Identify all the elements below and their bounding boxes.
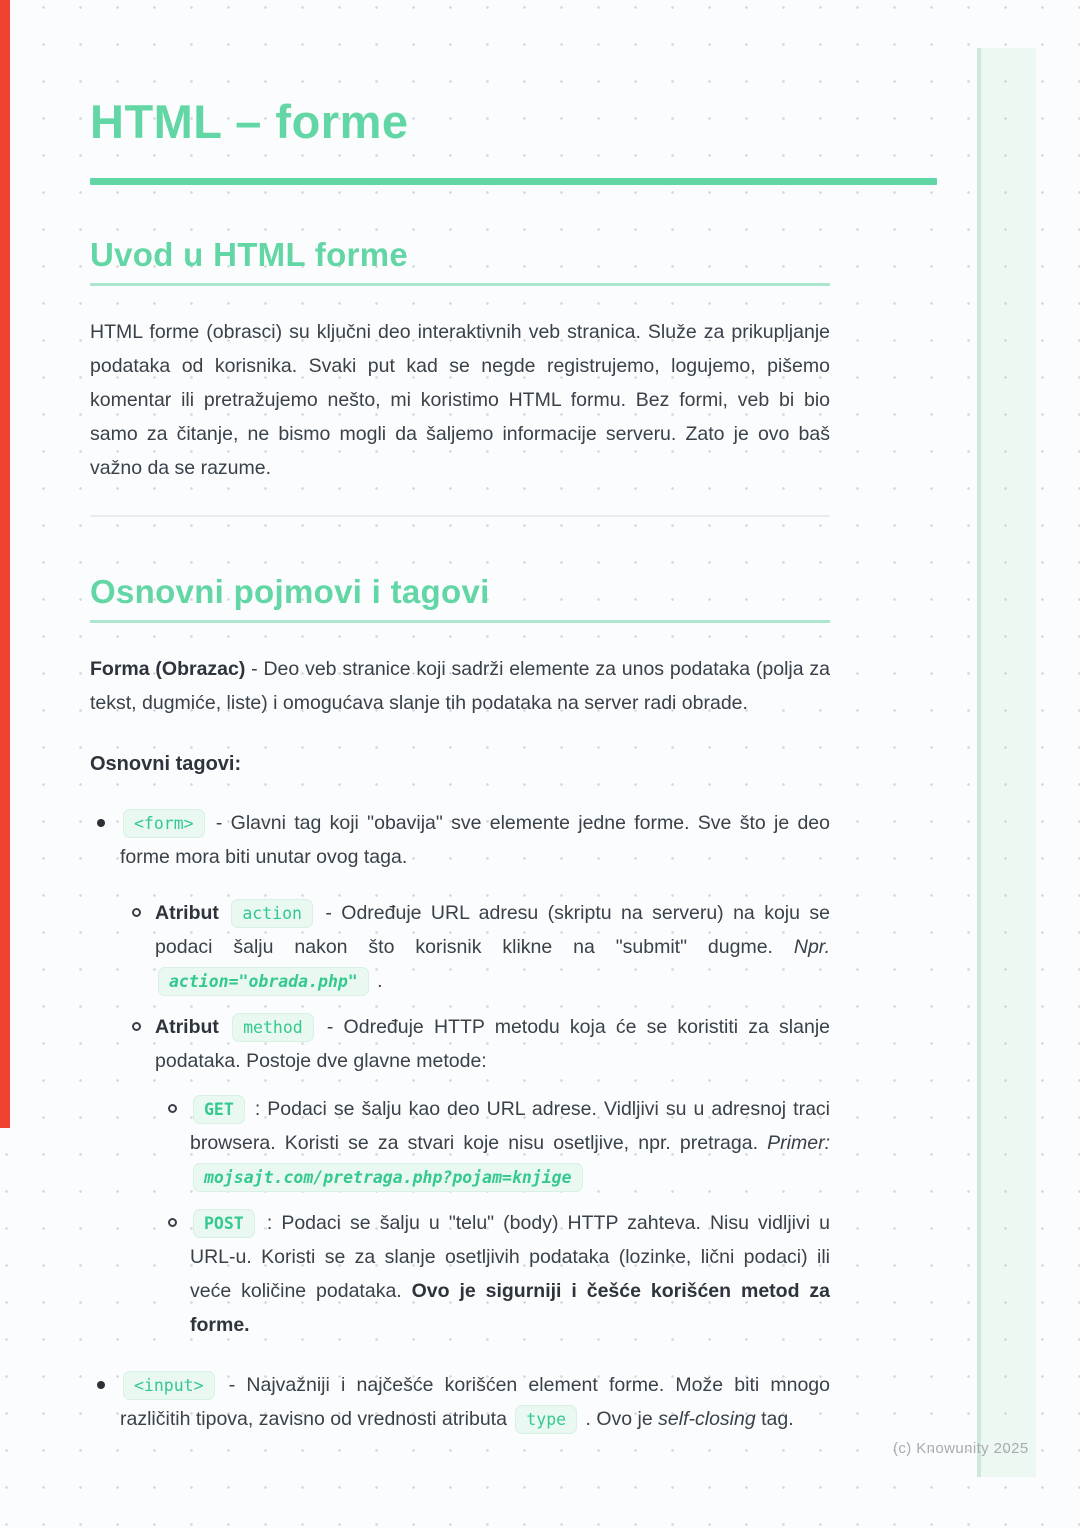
circle-bullet-icon xyxy=(132,1022,141,1031)
code-chip: action xyxy=(231,899,313,928)
section-divider xyxy=(90,515,830,517)
circle-bullet-icon xyxy=(132,908,141,917)
text-segment: - Deo veb stranice koji sadrži elemente za unos podataka (polja za tekst, dugmiće, liste) i omogućava slanje tih podataka na server radi obrade. xyxy=(90,658,831,714)
text-segment: . xyxy=(371,970,383,992)
code-chip: method xyxy=(232,1013,314,1042)
text-segment: - Najvažniji i najčešće korišćen element forme. Može biti mnogo različitih tipova, zavisno od vrednosti atributa xyxy=(120,1374,830,1430)
section-heading-concepts: Osnovni pojmovi i tagovi xyxy=(90,573,490,610)
section-heading-intro: Uvod u HTML forme xyxy=(90,236,408,273)
text-segment: - Određuje URL adresu (skriptu na serveru) na koju se podaci šalju nakon što korisnik klikne na "submit" dugme. xyxy=(155,902,830,958)
text-segment: - Određuje HTTP metodu koja će se koristiti za slanje podataka. Postoje dve glavne metode: xyxy=(155,1016,830,1072)
list-item-post xyxy=(90,1206,830,1342)
copyright-footer: (c) Knowunity 2025 xyxy=(893,1440,1029,1457)
text-segment: - Glavni tag koji "obavija" sve elemente jedne forme. Sve što je deo forme mora biti unutar ovog taga. xyxy=(120,812,830,868)
circle-bullet-icon xyxy=(168,1218,177,1227)
text-segment: Forma (Obrazac) xyxy=(90,658,246,680)
tags-list xyxy=(90,806,830,1436)
bullet-icon xyxy=(97,819,105,827)
list-item-text xyxy=(190,1206,830,1342)
code-chip: GET xyxy=(193,1095,245,1124)
text-segment: self-closing xyxy=(658,1408,756,1430)
text-segment: Atribut xyxy=(155,902,229,924)
code-chip: type xyxy=(515,1405,577,1434)
page-title: HTML – forme xyxy=(90,95,409,148)
code-chip: action="obrada.php" xyxy=(158,967,369,996)
text-segment: : Podaci se šalju kao deo URL adrese. Vidljivi su u adresnoj traci browsera. Koristi se za stvari koje nisu osetljive, npr. pretraga. xyxy=(190,1098,830,1154)
right-margin-strip xyxy=(977,48,1036,1477)
list-item-form xyxy=(90,806,830,874)
text-segment: Primer: xyxy=(767,1132,830,1154)
list-item-get xyxy=(90,1092,830,1194)
list-item-action xyxy=(90,896,830,998)
forma-definition-paragraph xyxy=(90,652,830,720)
text-segment: tag. xyxy=(755,1408,794,1430)
list-item-input xyxy=(90,1368,830,1436)
intro-paragraph: HTML forme (obrasci) su ključni deo interaktivnih veb stranica. Služe za prikupljanje podataka od korisnika. Svaki put kad se negde registrujemo, logujemo, pišemo komentar ili pretražujemo nešto, mi koristimo HTML formu. Bez formi, veb bi bio samo za čitanje, ne bismo mogli da šaljemo informacije serveru. Zato je ovo baš važno da se razume. xyxy=(90,321,830,479)
text-segment: Atribut xyxy=(155,1016,230,1038)
code-chip: <form> xyxy=(123,809,205,838)
section-underline xyxy=(90,620,830,623)
code-chip: mojsajt.com/pretraga.php?pojam=knjige xyxy=(193,1163,583,1192)
code-chip: <input> xyxy=(123,1371,215,1400)
list-item-text xyxy=(155,1010,830,1078)
text-segment: : Podaci se šalju u "telu" (body) HTTP zahteva. Nisu vidljivi u URL-u. Koristi se za slanje osetljivih podataka (lozinke, lični podaci) ili veće količine podataka. xyxy=(190,1212,830,1302)
list-item-text xyxy=(120,806,830,874)
title-underline-bar xyxy=(90,178,937,185)
list-item-text xyxy=(120,1368,830,1436)
list-item-text xyxy=(190,1092,830,1194)
list-item-text xyxy=(155,896,830,998)
circle-bullet-icon xyxy=(168,1104,177,1113)
section-underline xyxy=(90,283,830,286)
tags-label: Osnovni tagovi: xyxy=(90,753,242,775)
page-content xyxy=(90,0,830,1436)
text-segment: . Ovo je xyxy=(580,1408,659,1430)
list-item-method xyxy=(90,1010,830,1078)
bullet-icon xyxy=(97,1381,105,1389)
text-segment: Ovo je sigurniji i češće korišćen metod za forme. xyxy=(190,1280,830,1336)
text-segment: Npr. xyxy=(793,936,830,958)
left-accent-strip xyxy=(0,0,10,1128)
code-chip: POST xyxy=(193,1209,255,1238)
